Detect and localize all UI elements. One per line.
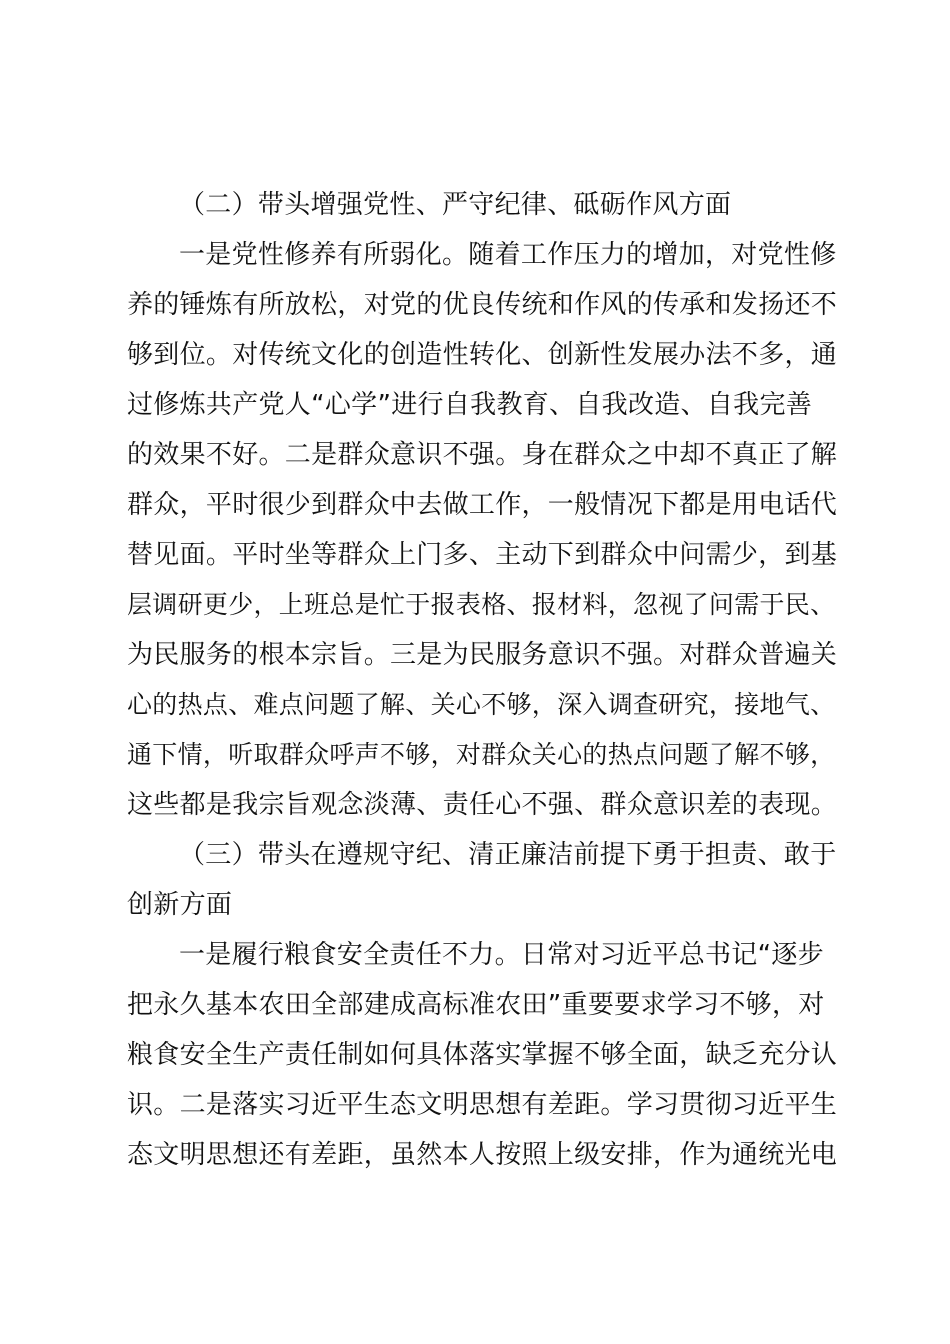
paragraph-line: 一是党性修养有所弱化。随着工作压力的增加，对党性修	[179, 240, 837, 270]
paragraph-line: 把永久基本农田全部建成高标准农田”重要要求学习不够，对	[127, 990, 825, 1020]
paragraph-line: 识。二是落实习近平生态文明思想有差距。学习贯彻习近平生	[127, 1090, 838, 1120]
paragraph-line: 替见面。平时坐等群众上门多、主动下到群众中问需少，到基	[127, 540, 838, 570]
paragraph-line: 养的锤炼有所放松，对党的优良传统和作风的传承和发扬还不	[127, 290, 838, 320]
section-heading-3-cont: 创新方面	[127, 890, 233, 920]
section-heading-3: （三）带头在遵规守纪、清正廉洁前提下勇于担责、敢于	[179, 840, 837, 870]
paragraph-line: 为民服务的根本宗旨。三是为民服务意识不强。对群众普遍关	[127, 640, 838, 670]
paragraph-line: 通下情，听取群众呼声不够，对群众关心的热点问题了解不够，	[127, 740, 836, 769]
paragraph-line: 粮食安全生产责任制如何具体落实掌握不够全面，缺乏充分认	[127, 1040, 838, 1070]
document-body	[127, 180, 838, 1180]
paragraph-line: 层调研更少，上班总是忙于报表格、报材料，忽视了问需于民、	[127, 590, 836, 619]
paragraph-line: 的效果不好。二是群众意识不强。身在群众之中却不真正了解	[127, 440, 838, 470]
paragraph-line: 群众，平时很少到群众中去做工作，一般情况下都是用电话代	[127, 490, 838, 520]
paragraph-line: 一是履行粮食安全责任不力。日常对习近平总书记“逐步	[179, 940, 824, 970]
paragraph-line: 态文明思想还有差距，虽然本人按照上级安排，作为通统光电	[127, 1140, 838, 1170]
paragraph-line: 过修炼共产党人“心学”进行自我教育、自我改造、自我完善	[127, 390, 813, 420]
paragraph-line: 心的热点、难点问题了解、关心不够，深入调查研究，接地气、	[127, 690, 836, 719]
paragraph-line: 这些都是我宗旨观念淡薄、责任心不强、群众意识差的表现。	[127, 790, 838, 820]
section-heading-2: （二）带头增强党性、严守纪律、砥砺作风方面	[179, 190, 732, 220]
paragraph-line: 够到位。对传统文化的创造性转化、创新性发展办法不多，通	[127, 340, 838, 370]
